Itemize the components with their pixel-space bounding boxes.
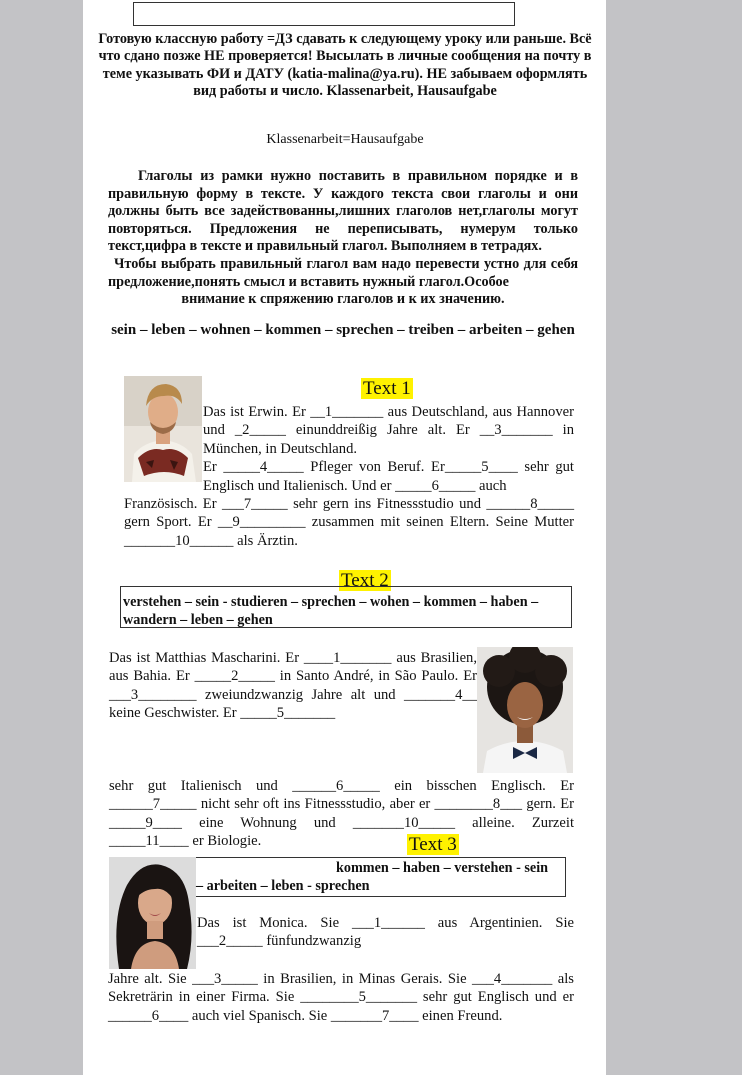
text2-line: Das ist Matthias Mascharini. Er ____1_______ aus Brasilien, aus Bahia. Er _____2_____ in Santo André, in São Paulo. Er ___3________ zweiundzwanzig Jahre alt und _______4__ keine Geschwister. Er _____5_______ (109, 650, 477, 722)
intro-paragraph: Готовую классную работу =ДЗ сдавать к следующему уроку или раньше. Всё что сдано позже НЕ проверяется! Высылать в личные сообщения на почту в теме указывать ФИ и ДАТУ (katia-malina@ya.ru). НЕ забываем оформлять вид работы и число. Klassenarbeit, Hausaufgabe (98, 31, 592, 100)
top-empty-frame (133, 2, 515, 26)
text3-continuation: Jahre alt. Sie ___3_____ in Brasilien, in Minas Gerais. Sie ___4_______ als Sekreträrin in einer Firma. Sie ________5_______ sehr gut Englisch und er ______6____ auch viel Spanisch. Sie _______7____ einen Freund. (108, 971, 574, 1024)
monica-photo (109, 857, 196, 969)
matthias-photo (477, 647, 573, 773)
subtitle: Klassenarbeit=Hausaufgabe (266, 132, 424, 147)
text2-continuation: sehr gut Italienisch und ______6_____ ein bisschen Englisch. Er ______7_____ nicht sehr oft ins Fitnessstudio, aber er ________8___ gern. Er _____9____ eine Wohnung und _______10_____ alleine. Zurzeit _____11____ er Biologie. (109, 778, 574, 850)
text1-line: Er _____4_____ Pfleger von Beruf. Er_____5____ sehr gut Englisch und Italienisch. Und er _____6_____ auch (203, 459, 574, 494)
text3-title: Text 3 (409, 834, 457, 855)
text2-paragraph (109, 649, 477, 723)
text2-verb-list: verstehen – sein - studieren – sprechen – wohen – kommen – haben – wandern – leben – gehen (123, 594, 539, 628)
erwin-photo (124, 376, 202, 482)
text1-title: Text 1 (363, 378, 411, 399)
text3-line: Das ist Monica. Sie ___1______ aus Argentinien. Sie ___2_____ fünfundzwanzig (197, 915, 574, 950)
text2-title: Text 2 (341, 570, 389, 591)
text3-verb-list-line2: – arbeiten – leben - sprechen (196, 878, 370, 894)
text1-verb-list: sein – leben – wohnen – kommen – sprechen – treiben – arbeiten – gehen (111, 322, 575, 338)
instructions (108, 168, 578, 309)
text1-line: Das ist Erwin. Er __1_______ aus Deutschland, aus Hannover und _2_____ einunddreißig Jahre alt. Er __3_______ in München, in Deutschland. (203, 404, 574, 457)
instructions-paragraph-2: Чтобы выбрать правильный глагол вам надо перевести устно для себя предложение,понять смысл и вставить нужный глагол.Особое (108, 255, 578, 290)
instructions-paragraph-3: внимание к спряжению глаголов и к их значению. (181, 291, 505, 308)
text3-verb-list-line1: kommen – haben – verstehen - sein (336, 860, 549, 876)
worksheet-page (83, 0, 606, 1075)
text1-continuation: Französisch. Er ___7_____ sehr gern ins Fitnessstudio und ______8_____ gern Sport. Er __9_________ zusammen mit seinen Eltern. Seine Mutter _______10______ als Ärztin. (124, 496, 574, 549)
instructions-paragraph-1: Глаголы из рамки нужно поставить в правильном порядке и в правильную форму в тексте. У каждого текста свои глаголы и они должны быть все задействованны,лишних глаголов нет,глаголы могут повторяться. Предложения не переписывать, нумерум только текст,цифра в тексте и правильный глагол. Выполняем в тетрадях. (108, 168, 578, 255)
text3-paragraph (197, 914, 574, 951)
text1-paragraph (203, 403, 574, 495)
